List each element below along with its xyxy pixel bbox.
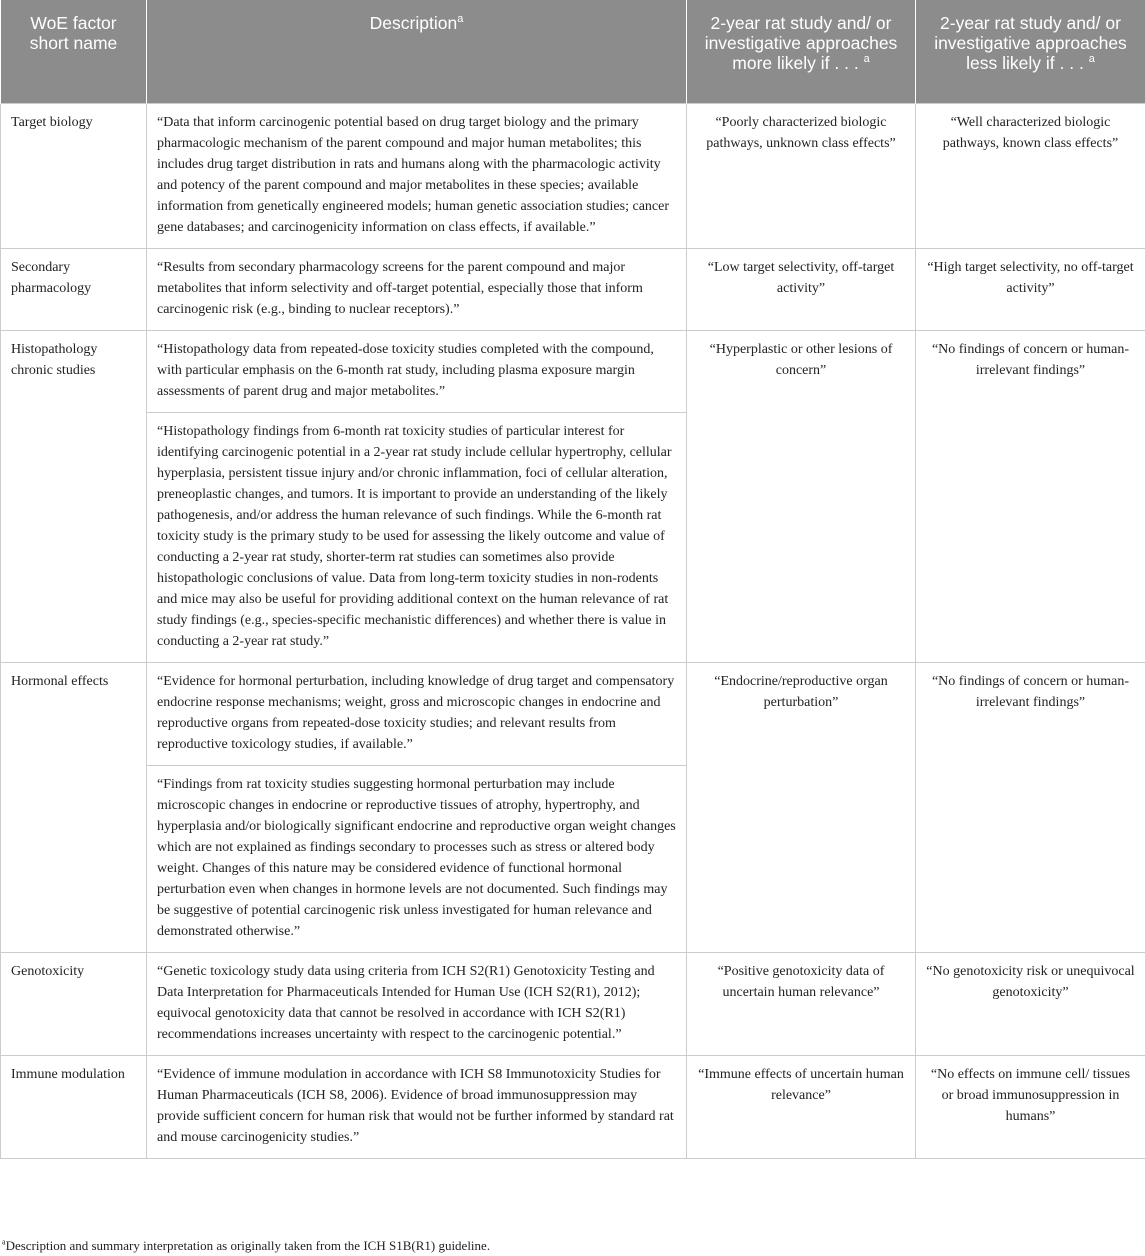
footnote-marker: a [2, 1237, 6, 1247]
table-footnote [2, 1238, 490, 1254]
table-row [1, 330, 1145, 412]
description-cell: “Data that inform carcinogenic potential based on drug target biology and the primary pharmacologic mechanism of the parent compound and major human metabolites; this includes drug target distribution in rats and humans along with the pharmacologic activity and potency of the parent compound and major metabolites in these species; available information from genetically engineered models; human genetic association studies; cancer gene databases; and carcinogenicity information on class effects, if available.” [147, 103, 687, 248]
footnote-text: Description and summary interpretation as originally taken from the ICH S1B(R1) guideline. [5, 1238, 491, 1253]
footnote-marker: a [457, 13, 464, 26]
factor-name: Secondary pharmacology [1, 248, 147, 330]
factor-name: Immune modulation [1, 1055, 147, 1158]
footnote-marker: a [1088, 53, 1095, 66]
description-cell: “Evidence for hormonal perturbation, including knowledge of drug target and compensatory endocrine response mechanisms; weight, gross and microscopic changes in endocrine and reproductive organs from repeated-dose toxicity studies; and relevant results from reproductive toxicology studies, if available.” [147, 662, 687, 765]
factor-name: Genotoxicity [1, 952, 147, 1055]
factor-name: Histopathology chronic studies [1, 330, 147, 662]
more-likely-cell: “Immune effects of uncertain human relevance” [687, 1055, 916, 1158]
more-likely-cell: “Low target selectivity, off-target activity” [687, 248, 916, 330]
table-row [1, 1055, 1145, 1158]
header-factor: WoE factor short name [1, 0, 147, 103]
table-header-row [1, 0, 1145, 103]
description-cell: “Histopathology findings from 6-month rat toxicity studies of particular interest for identifying carcinogenic potential in a 2-year rat study include cellular hypertrophy, cellular hyperplasia, persistent tissue injury and/or chronic inflammation, foci of cellular alteration, preneoplastic changes, and tumors. It is important to provide an understanding of the likely pathogenesis, and/or address the human relevance of such findings. While the 6-month rat toxicity study is the primary study to be used for assessing the likely outcome and value of conducting a 2-year rat study, shorter-term rat studies can sometimes also provide histopathologic conclusions of value. Data from long-term toxicity studies in non-rodents and mice may also be useful for providing additional context on the human relevance of rat study findings (e.g., species-specific mechanistic differences) and whether there is value in conducting a 2-year rat study.” [147, 412, 687, 662]
table-row [1, 248, 1145, 330]
less-likely-cell: “No genotoxicity risk or unequivocal genotoxicity” [916, 952, 1145, 1055]
table-row [1, 662, 1145, 765]
less-likely-cell: “No effects on immune cell/ tissues or broad immunosuppression in humans” [916, 1055, 1145, 1158]
table-row [1, 103, 1145, 248]
table-row [1, 952, 1145, 1055]
more-likely-cell: “Hyperplastic or other lesions of concern” [687, 330, 916, 662]
description-cell: “Findings from rat toxicity studies suggesting hormonal perturbation may include microscopic changes in endocrine or reproductive tissues of atrophy, hypertrophy, and hyperplasia and/or biologically significant endocrine and reproductive organ weight changes which are not explained as findings secondary to processes such as stress or altered body weight. Changes of this nature may be considered evidence of functional hormonal perturbation even when changes in hormone levels are not documented. Such findings may be suggestive of potential carcinogenic risk unless investigated for human relevance and demonstrated otherwise.” [147, 765, 687, 952]
description-cell: “Evidence of immune modulation in accordance with ICH S8 Immunotoxicity Studies for Human Pharmaceuticals (ICH S8, 2006). Evidence of broad immunosuppression may provide sufficient concern for human risk that would not be further informed by standard rat and mouse carcinogenicity studies.” [147, 1055, 687, 1158]
header-description: Description$^a$ [147, 0, 687, 103]
less-likely-cell: “High target selectivity, no off-target activity” [916, 248, 1145, 330]
footnote-marker: a [863, 53, 870, 66]
less-likely-cell: “No findings of concern or human-irrelevant findings” [916, 662, 1145, 952]
more-likely-cell: “Endocrine/reproductive organ perturbation” [687, 662, 916, 952]
description-cell: “Results from secondary pharmacology screens for the parent compound and major metabolites that inform selectivity and off-target potential, especially those that inform carcinogenic risk (e.g., binding to nuclear receptors).” [147, 248, 687, 330]
factor-name: Hormonal effects [1, 662, 147, 952]
less-likely-cell: “Well characterized biologic pathways, known class effects” [916, 103, 1145, 248]
more-likely-cell: “Poorly characterized biologic pathways, unknown class effects” [687, 103, 916, 248]
description-cell: “Histopathology data from repeated-dose toxicity studies completed with the compound, with particular emphasis on the 6-month rat study, including plasma exposure margin assessments of parent drug and major metabolites.” [147, 330, 687, 412]
less-likely-cell: “No findings of concern or human-irrelevant findings” [916, 330, 1145, 662]
header-more-likely: 2-year rat study and/ or investigative approaches more likely if . . . $^a$ [687, 0, 916, 103]
factor-name: Target biology [1, 103, 147, 248]
more-likely-cell: “Positive genotoxicity data of uncertain human relevance” [687, 952, 916, 1055]
description-cell: “Genetic toxicology study data using criteria from ICH S2(R1) Genotoxicity Testing and Data Interpretation for Pharmaceuticals Intended for Human Use (ICH S2(R1), 2012); equivocal genotoxicity data that cannot be resolved in accordance with ICH S2(R1) recommendations increases uncertainty with respect to the carcinogenic potential.” [147, 952, 687, 1055]
header-less-likely: 2-year rat study and/ or investigative approaches less likely if . . . $^a$ [916, 0, 1145, 103]
